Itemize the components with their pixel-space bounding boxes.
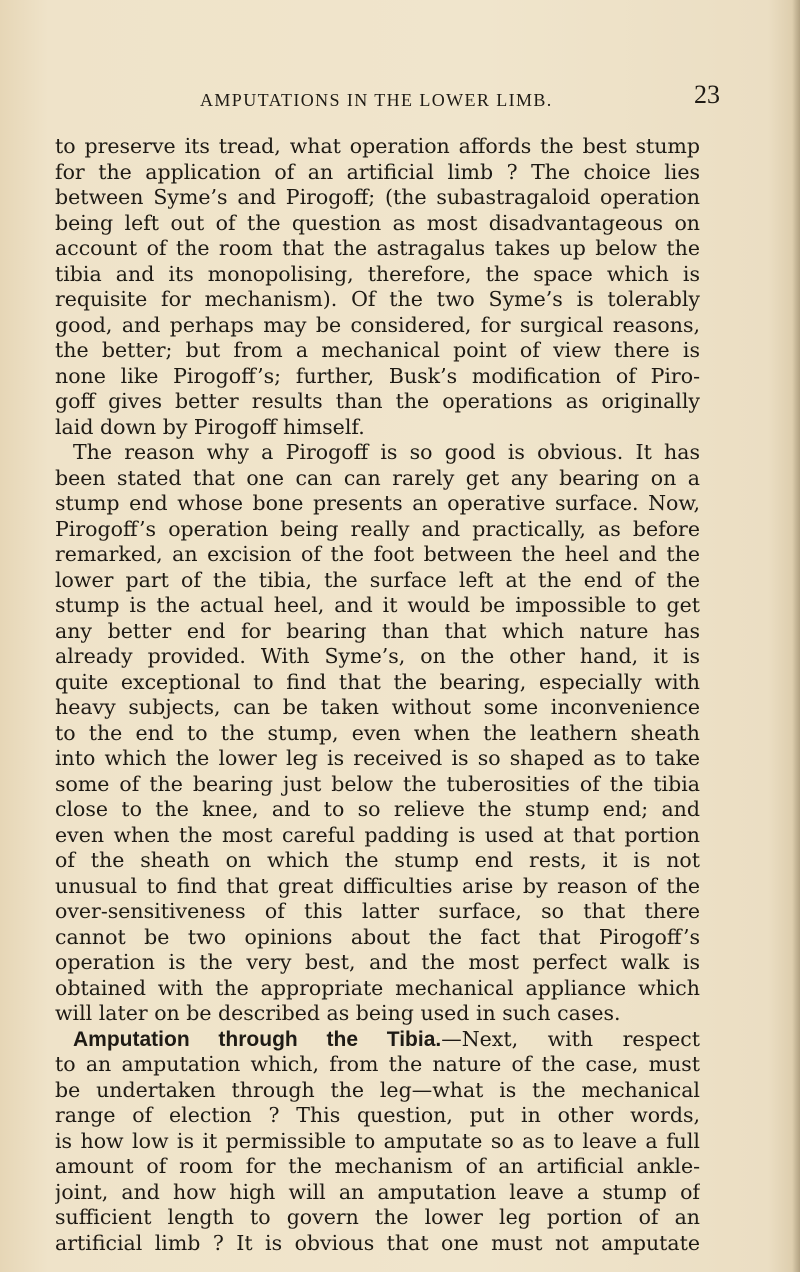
- text-line: be undertaken through the leg—what is the mechanical: [55, 1077, 700, 1102]
- text-line: between Syme’s and Pirogoff; (the subastragaloid operation: [55, 185, 700, 209]
- text-line: artificial limb ? It is obvious that one must not amputate: [55, 1230, 700, 1255]
- page-number: 23: [694, 80, 720, 109]
- text-line: amount of room for the mechanism of an artificial ankle-: [55, 1154, 700, 1178]
- text-line: account of the room that the astragalus takes up below the: [55, 236, 700, 260]
- text-line: already provided. With Syme’s, on the other hand, it is: [55, 644, 700, 668]
- page-header: [200, 80, 720, 116]
- text-line: will later on be described as being used in such cases.: [55, 1001, 621, 1025]
- text-line: tibia and its monopolising, therefore, the space which is: [55, 261, 700, 286]
- text-line: joint, and how high will an amputation leave a stump of: [55, 1179, 700, 1204]
- text-line: over-sensitiveness of this latter surface, so that there: [55, 899, 700, 923]
- text-line: being left out of the question as most disadvantageous on: [55, 210, 700, 235]
- running-head: AMPUTATIONS IN THE LOWER LIMB.: [200, 90, 553, 110]
- text-line: any better end for bearing than that which nature has: [55, 618, 700, 643]
- text-line: requisite for mechanism). Of the two Syme’s is tolerably: [55, 287, 700, 311]
- text-line: of the sheath on which the stump end rests, it is not: [55, 848, 700, 872]
- body-text: [55, 134, 700, 1256]
- text-line: range of election ? This question, put in other words,: [55, 1103, 700, 1127]
- text-line: laid down by Pirogoff himself.: [55, 414, 365, 439]
- text-line: been stated that one can can rarely get any bearing on a: [55, 465, 700, 490]
- text-line: goff gives better results than the operations as originally: [55, 389, 700, 413]
- section-start-text: —Next, with respect: [441, 1026, 700, 1051]
- text-line: to preserve its tread, what operation affords the best stump: [55, 134, 700, 158]
- text-line: close to the knee, and to so relieve the stump end; and: [55, 797, 700, 821]
- text-line: obtained with the appropriate mechanical appliance which: [55, 975, 700, 1000]
- text-line: unusual to find that great difficulties arise by reason of the: [55, 873, 700, 898]
- text-line: good, and perhaps may be considered, for surgical reasons,: [55, 312, 700, 337]
- text-line: operation is the very best, and the most perfect walk is: [55, 950, 700, 974]
- text-line: cannot be two opinions about the fact that Pirogoff’s: [55, 924, 700, 949]
- text-line: even when the most careful padding is used at that portion: [55, 822, 700, 847]
- text-line: stump is the actual heel, and it would be impossible to get: [55, 593, 700, 617]
- page-edge-shadow: [792, 0, 800, 1272]
- text-line: heavy subjects, can be taken without some inconvenience: [55, 695, 700, 719]
- text-line: is how low is it permissible to amputate so as to leave a full: [55, 1128, 700, 1153]
- text-line: remarked, an excision of the foot between the heel and the: [55, 542, 700, 566]
- text-line: stump end whose bone presents an operative surface. Now,: [55, 491, 700, 515]
- text-line: to the end to the stump, even when the leathern sheath: [55, 720, 700, 745]
- text-line: to an amputation which, from the nature of the case, must: [55, 1052, 700, 1076]
- text-line: for the application of an artificial limb ? The choice lies: [55, 159, 700, 184]
- text-line: the better; but from a mechanical point of view there is: [55, 338, 700, 362]
- paragraph-start-line: The reason why a Pirogoff is so good is obvious. It has: [73, 440, 700, 464]
- text-line: into which the lower leg is received is so shaped as to take: [55, 746, 700, 770]
- text-line: lower part of the tibia, the surface left at the end of the: [55, 567, 700, 592]
- text-line: some of the bearing just below the tuberosities of the tibia: [55, 771, 700, 796]
- text-line: Pirogoff’s operation being really and practically, as before: [55, 516, 700, 541]
- section-heading: Amputation through the Tibia.: [73, 1027, 442, 1051]
- text-line: sufficient length to govern the lower leg portion of an: [55, 1205, 700, 1229]
- text-line: none like Pirogoff’s; further, Busk’s modification of Piro-: [55, 363, 700, 388]
- section-start-line: [55, 1027, 700, 1053]
- text-line: quite exceptional to find that the bearing, especially with: [55, 669, 700, 694]
